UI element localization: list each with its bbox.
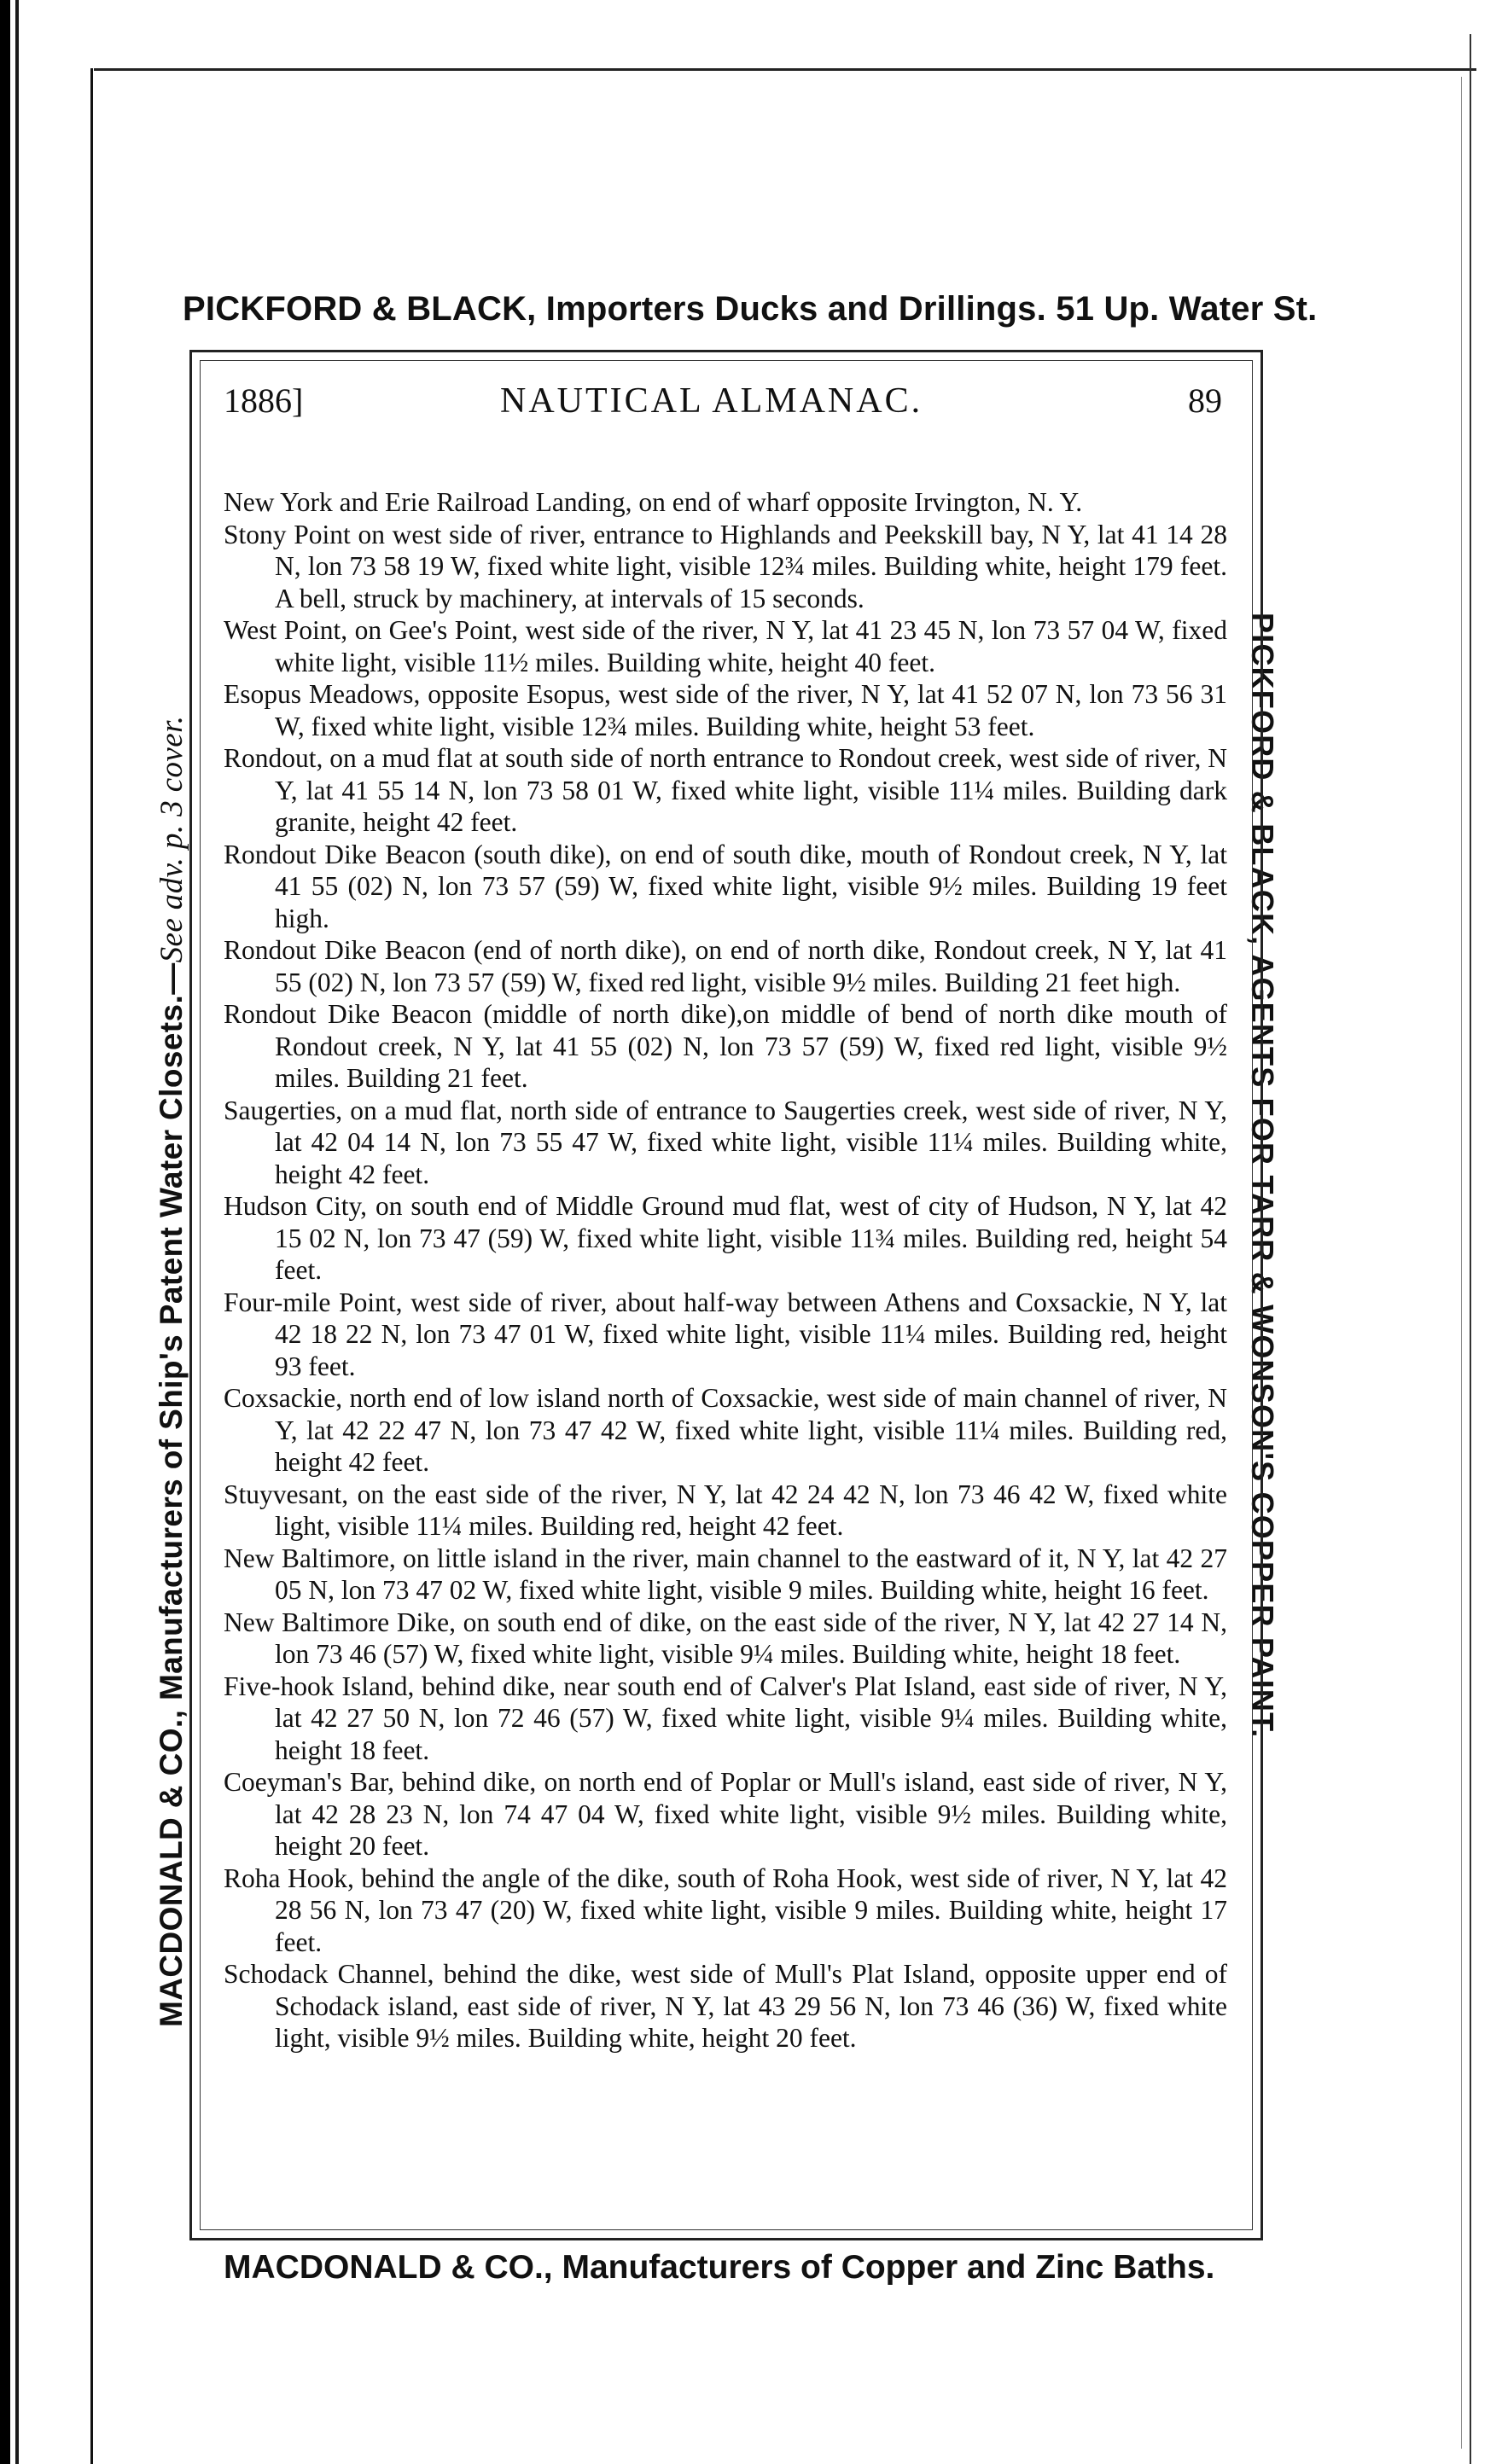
list-item: Hudson City, on south end of Middle Ground mud flat, west of city of Hudson, N Y, lat 42 15 02 N, lon 73 47 (59) W, fixed white light, visible 11¾ miles. Building red, height 54 feet. <box>224 1191 1227 1285</box>
list-item: Stuyvesant, on the east side of the river, N Y, lat 42 24 42 N, lon 73 46 42 W, fixed white light, visible 11¼ miles. Building red, height 42 feet. <box>224 1479 1227 1541</box>
list-item: Coeyman's Bar, behind dike, on north end of Poplar or Mull's island, east side of river, N Y, lat 42 28 23 N, lon 74 47 04 W, fixed white light, visible 9½ miles. Building white, height 20 feet. <box>224 1767 1227 1861</box>
left-advertisement-main: MACDONALD & CO., Manufacturers of Ship's Patent Water Closets.— <box>154 962 189 2027</box>
list-item: Four-mile Point, west side of river, about half-way between Athens and Coxsackie, N Y, lat 42 18 22 N, lon 73 47 01 W, fixed white light, visible 11¼ miles. Building red, height 93 feet. <box>224 1287 1227 1381</box>
list-item: Schodack Channel, behind the dike, west side of Mull's Plat Island, opposite upper end of Schodack island, east side of river, N Y, lat 43 29 56 N, lon 73 46 (36) W, fixed white light, visible 9½ miles. Building white, height 20 feet. <box>224 1959 1227 2053</box>
list-item: New Baltimore, on little island in the river, main channel to the eastward of it, N Y, lat 42 27 05 N, lon 73 47 02 W, fixed white light, visible 9 miles. Building white, height 16 feet. <box>224 1543 1227 1605</box>
list-item: Five-hook Island, behind dike, near south end of Calver's Plat Island, east side of river, N Y, lat 42 27 50 N, lon 72 46 (57) W, fixed white light, visible 9¼ miles. Building white, height 18 feet. <box>224 1671 1227 1765</box>
list-item: New Baltimore Dike, on south end of dike, on the east side of the river, N Y, lat 42 27 14 N, lon 73 46 (57) W, fixed white light, visible 9¼ miles. Building white, height 18 feet. <box>224 1607 1227 1669</box>
scan-edge-left <box>0 0 10 2464</box>
list-item: Rondout Dike Beacon (south dike), on end of south dike, mouth of Rondout creek, N Y, lat 41 55 (02) N, lon 73 57 (59) W, fixed white light, visible 9½ miles. Building 19 feet high. <box>224 839 1227 933</box>
page-title: NAUTICAL ALMANAC. <box>500 381 923 421</box>
list-item: Roha Hook, behind the angle of the dike, south of Roha Hook, west side of river, N Y, lat 42 28 56 N, lon 73 47 (20) W, fixed white light, visible 9 miles. Building white, height 17 feet. <box>224 1863 1227 1957</box>
list-item: New York and Erie Railroad Landing, on end of wharf opposite Irvington, N. Y. <box>224 487 1083 517</box>
right-side-advertisement: PICKFORD & BLACK, AGENTS FOR TARR & WONSON'S COPPER PAINT. <box>1245 613 1280 1739</box>
page-edge-right-inner <box>1461 77 1462 2449</box>
list-item: Esopus Meadows, opposite Esopus, west side of the river, N Y, lat 41 52 07 N, lon 73 56 31 W, fixed white light, visible 12¾ miles. Building white, height 53 feet. <box>224 679 1227 741</box>
bottom-advertisement: MACDONALD & CO., Manufacturers of Copper and Zinc Baths. <box>224 2249 1215 2286</box>
page-edge-top <box>94 68 1476 71</box>
list-item: Rondout, on a mud flat at south side of north entrance to Rondout creek, west side of river, N Y, lat 41 55 14 N, lon 73 58 01 W, fixed white light, visible 11¼ miles. Building dark granite, height 42 feet. <box>224 743 1227 837</box>
left-side-advertisement <box>154 577 190 2027</box>
list-item: Stony Point on west side of river, entrance to Highlands and Peekskill bay, N Y, lat 41 14 28 N, lon 73 58 19 W, fixed white light, visible 12¾ miles. Building white, height 179 feet. A bell, struck by machinery, at intervals of 15 seconds. <box>224 519 1227 613</box>
list-item: Rondout Dike Beacon (end of north dike), on end of north dike, Rondout creek, N Y, lat 41 55 (02) N, lon 73 57 (59) W, fixed red light, visible 9½ miles. Building 21 feet high. <box>224 935 1227 997</box>
list-item: Rondout Dike Beacon (middle of north dike),on middle of bend of north dike mouth of Rondout creek, N Y, lat 41 55 (02) N, lon 73 57 (59) W, fixed red light, visible 9½ miles. Building 21 feet. <box>224 999 1227 1093</box>
left-advertisement-note: See adv. p. 3 cover. <box>154 715 189 963</box>
page-edge-right <box>1470 34 1471 2464</box>
list-item: West Point, on Gee's Point, west side of the river, N Y, lat 41 23 45 N, lon 73 57 04 W, fixed white light, visible 11½ miles. Building white, height 40 feet. <box>224 615 1227 677</box>
header-year: 1886] <box>224 381 304 420</box>
page-edge-left <box>90 68 93 2464</box>
top-advertisement: PICKFORD & BLACK, Importers Ducks and Drillings. 51 Up. Water St. <box>183 290 1318 328</box>
lighthouse-entries <box>224 486 1227 2054</box>
list-item: Saugerties, on a mud flat, north side of entrance to Saugerties creek, west side of river, N Y, lat 42 04 14 N, lon 73 55 47 W, fixed white light, visible 11¼ miles. Building white, height 42 feet. <box>224 1095 1227 1189</box>
list-item: Coxsackie, north end of low island north of Coxsackie, west side of main channel of river, N Y, lat 42 22 47 N, lon 73 47 42 W, fixed white light, visible 11¼ miles. Building red, height 42 feet. <box>224 1383 1227 1477</box>
scan-edge-left-inner <box>15 0 19 2464</box>
page-number: 89 <box>1188 381 1222 420</box>
